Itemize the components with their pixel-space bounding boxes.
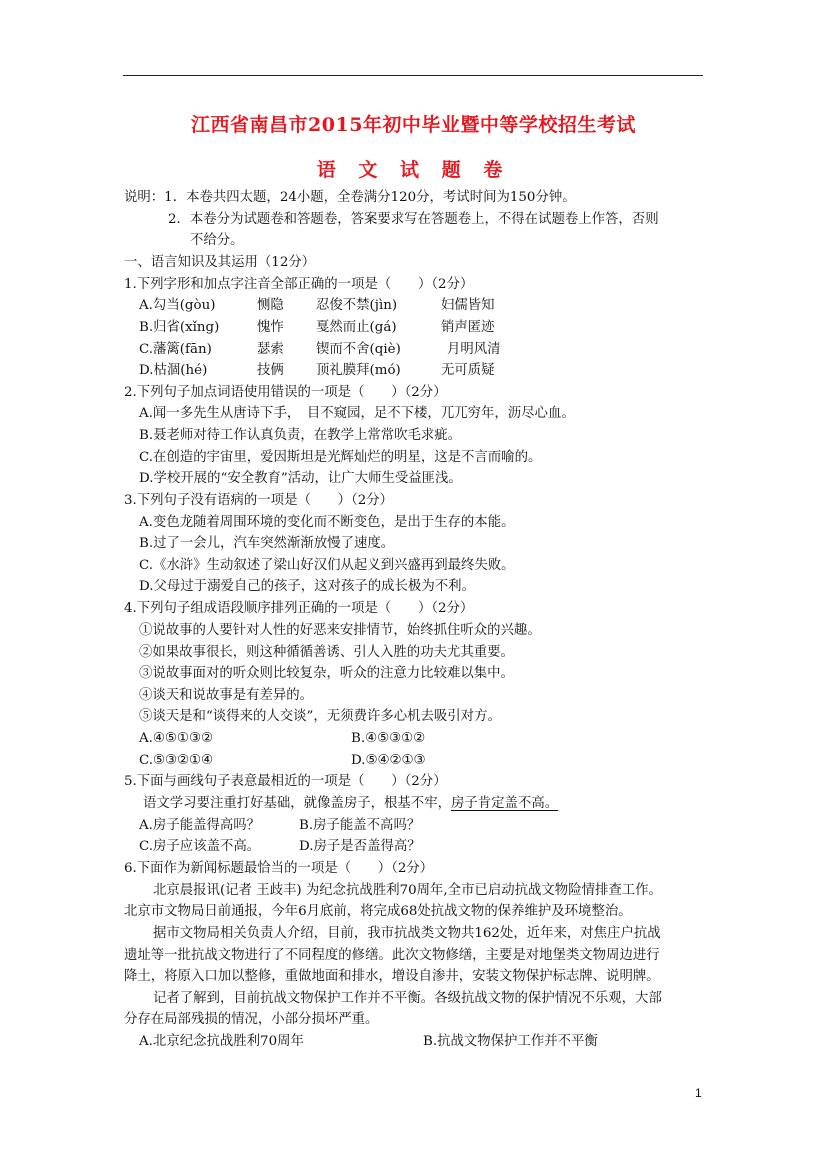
q4-option-a: A.④⑤①③② <box>139 731 213 746</box>
q1-c-2: 瑟索 <box>257 342 284 357</box>
q3-stem: 3.下列句子没有语病的一项是（ ）（2分） <box>124 493 394 508</box>
q2-option-a: A.闻一多先生从唐诗下手， 目不窥园，足不下楼，兀兀穷年，沥尽心血。 <box>139 406 575 421</box>
q2-stem: 2.下列句子加点词语使用错误的一项是（ ）（2分） <box>124 385 447 400</box>
exam-title: 江西省南昌市2015年初中毕业暨中等学校招生考试 <box>191 114 636 136</box>
q1-b-3: 戛然而止(gá) <box>316 320 397 335</box>
page-number: 1 <box>695 1086 702 1100</box>
paper-subtitle: 语 文 试 题 卷 <box>316 159 511 181</box>
q1-a-2: 恻隐 <box>257 298 284 313</box>
q6-option-b: B.抗战文物保护工作并不平衡 <box>423 1034 598 1049</box>
q4-sentence-2: ②如果故事很长，则这种循循善诱、引人入胜的功夫尤其重要。 <box>139 645 514 660</box>
q6-option-a: A.北京纪念抗战胜利70周年 <box>139 1034 304 1049</box>
q5-underlined-text: 房子肯定盖不高。 <box>450 796 559 811</box>
q6-passage-p3-line2: 分存在局部残损的情况，小部分损坏严重。 <box>124 1012 379 1027</box>
q1-d-4: 无可质疑 <box>441 363 495 378</box>
q6-passage-p1-line2: 北京市文物局日前通报，今年6月底前，将完成68处抗战文物的保养维护及环境整治。 <box>124 904 632 919</box>
q4-option-c: C.⑤③②①④ <box>139 753 214 768</box>
q1-a-1: A.勾当(gòu) <box>139 298 216 313</box>
q4-sentence-3: ③说故事面对的听众则比较复杂，听众的注意力比较难以集中。 <box>139 666 514 681</box>
q1-c-3: 锲而不舍(qiè) <box>316 342 401 357</box>
section-1-heading: 一、语言知识及其运用（12分） <box>124 255 316 270</box>
q6-passage-p3-line1: 记者了解到，目前抗战文物保护工作并不平衡。各级抗战文物的保护情况不乐观，大部 <box>153 991 662 1006</box>
q6-passage-p2-line1: 据市文物局相关负责人介绍，目前，我市抗战类文物共162处，近年来，对焦庄户抗战 <box>153 926 661 941</box>
q1-stem: 1.下列字形和加点字注音全部正确的一项是（ ）（2分） <box>124 277 474 292</box>
q5-sentence-text: 语文学习要注重打好基础，就像盖房子，根基不牢， <box>143 796 451 811</box>
q5-sentence <box>143 796 558 812</box>
q3-option-a: A.变色龙随着周围环境的变化而不断变色，是出于生存的本能。 <box>139 515 515 530</box>
q5-option-d: D.房子是否盖得高？ <box>299 839 421 854</box>
q1-b-2: 愧怍 <box>257 320 284 335</box>
q1-c-1: C.藩篱(fān) <box>139 342 212 357</box>
q6-passage-p2-line3: 降土，将原入口加以整修，重做地面和排水，增设自渗井，安装文物保护标志牌、说明牌。 <box>124 969 660 984</box>
instruction-line-1: 说明：1．本卷共四太题，24小题，全卷满分120分，考试时间为150分钟。 <box>124 190 576 205</box>
q3-option-d: D.父母过于溺爱自己的孩子，这对孩子的成长极为不利。 <box>139 579 475 594</box>
q4-stem: 4.下列句子组成语段顺序排列正确的一项是（ ）（2分） <box>124 601 474 616</box>
q4-option-b: B.④⑤③①② <box>351 731 426 746</box>
q1-c-4: 月明风清 <box>447 342 501 357</box>
q5-stem: 5.下面与画线句子表意最相近的一项是（ ）（2分） <box>124 774 447 789</box>
q2-option-c: C.在创造的宇宙里，爱因斯坦是光辉灿烂的明星，这是不言而喻的。 <box>139 450 542 465</box>
q1-d-2: 技俩 <box>257 363 284 378</box>
q2-option-b: B.聂老师对待工作认真负责，在教学上常常吹毛求疵。 <box>139 428 462 443</box>
q2-option-d: D.学校开展的“安全教育”活动，让广大师生受益匪浅。 <box>139 471 462 486</box>
q1-a-3: 忍俊不禁(jìn) <box>316 298 398 313</box>
q1-d-1: D.枯涸(hé) <box>139 363 208 378</box>
q5-option-c: C.房子应该盖不高。 <box>139 839 261 854</box>
instruction-line-2: 2．本卷分为试题卷和答题卷，答案要求写在答题卷上，不得在试题卷上作答，否则 <box>168 212 659 227</box>
q1-d-3: 顶礼膜拜(mó) <box>316 363 401 378</box>
instruction-line-3: 不给分。 <box>190 233 244 248</box>
q5-option-a: A.房子能盖得高吗？ <box>139 818 261 833</box>
q6-passage-p2-line2: 遗址等一批抗战文物进行了不同程度的修缮。此次文物修缮，主要是对地堡类文物周边进行 <box>124 948 660 963</box>
header-rule <box>123 75 703 76</box>
q4-option-d: D.⑤④②①③ <box>351 753 426 768</box>
q3-option-c: C.《水浒》生动叙述了梁山好汉们从起义到兴盛再到最终失败。 <box>139 558 515 573</box>
q3-option-b: B.过了一会儿，汽车突然渐渐放慢了速度。 <box>139 536 395 551</box>
q6-stem: 6.下面作为新闻标题最恰当的一项是（ ）（2分） <box>124 861 434 876</box>
q4-sentence-1: ①说故事的人要针对人性的好恶来安排情节，始终抓住听众的兴趣。 <box>139 623 541 638</box>
q1-b-4: 销声匿迹 <box>441 320 495 335</box>
q4-sentence-5: ⑤谈天是和“谈得来的人交谈”，无须费许多心机去吸引对方。 <box>139 709 501 724</box>
q1-a-4: 妇儒皆知 <box>441 298 495 313</box>
q6-passage-p1-line1: 北京晨报讯(记者 王歧丰) 为纪念抗战胜利70周年,全市已启动抗战文物险情排查工作。 <box>153 883 662 898</box>
q5-option-b: B.房子能盖不高吗？ <box>299 818 421 833</box>
q1-b-1: B.归省(xǐng) <box>139 320 220 335</box>
q4-sentence-4: ④谈天和说故事是有差异的。 <box>139 688 314 703</box>
